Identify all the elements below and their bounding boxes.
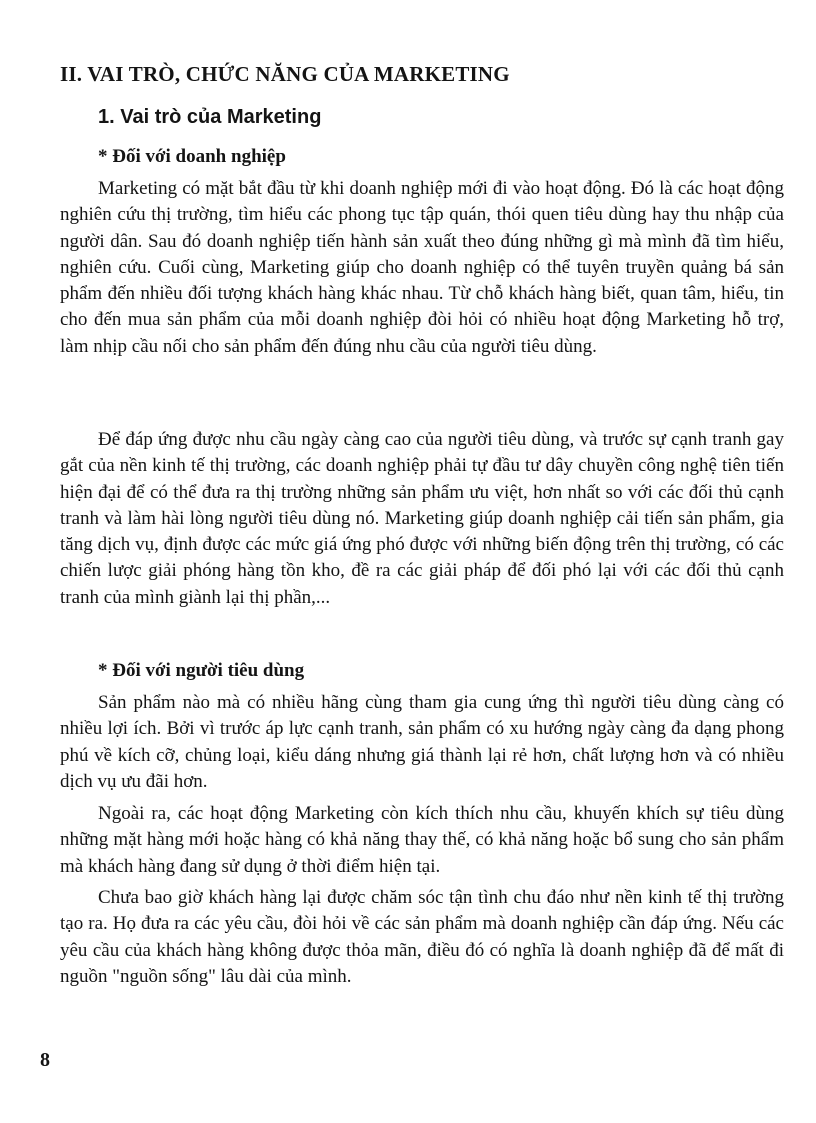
- paragraph-consumer-1: Sản phẩm nào mà có nhiều hãng cùng tham gia cung ứng thì người tiêu dùng càng có nhiều lợi ích. Bởi vì trước áp lực cạnh tranh, sản phẩm có xu hướng ngày càng đa dạng phong phú về kích cỡ, chủng loại, kiểu dáng nhưng giá thành lại rẻ hơn, chất lượng hơn và có nhiều dịch vụ ưu đãi hơn.: [60, 692, 784, 792]
- subsection-title-enterprise: * Đối với doanh nghiệp: [98, 146, 286, 167]
- subsection-title-consumer: * Đối với người tiêu dùng: [98, 660, 305, 681]
- paragraph-consumer-3: Chưa bao giờ khách hàng lại được chăm sóc tận tình chu đáo như nền kinh tế thị trường tạo ra. Họ đưa ra các yêu cầu, đòi hỏi về các sản phẩm mà doanh nghiệp cần đáp ứng. Nếu các yêu cầu của khách hàng không được thỏa mãn, điều đó có nghĩa là doanh nghiệp đã để mất đi nguồn "nguồn sống" lâu dài của mình.: [60, 887, 784, 987]
- paragraph-consumer-2: Ngoài ra, các hoạt động Marketing còn kích thích nhu cầu, khuyến khích sự tiêu dùng những mặt hàng mới hoặc hàng có khả năng thay thế, có khả năng hoặc bổ sung cho sản phẩm mà khách hàng đang sử dụng ở thời điểm hiện tại.: [60, 803, 784, 877]
- paragraph-enterprise-2: Để đáp ứng được nhu cầu ngày càng cao của người tiêu dùng, và trước sự cạnh tranh gay gắt của nền kinh tế thị trường, các doanh nghiệp phải tự đầu tư dây chuyền công nghệ tiên tiến hiện đại để có thể đưa ra thị trường những sản phẩm ưu việt, hơn nhất so với các đối thủ cạnh tranh và làm hài lòng người tiêu dùng nó. Marketing giúp doanh nghiệp cải tiến sản phẩm, gia tăng dịch vụ, định được các mức giá ứng phó được với những biến động trên thị trường, có các chiến lược giải phóng hàng tồn kho, đề ra các giải pháp để đối phó lại với các đối thủ cạnh tranh của mình giành lại thị phần,...: [60, 429, 784, 608]
- chapter-heading: II. VAI TRÒ, CHỨC NĂNG CỦA MARKETING: [60, 62, 510, 86]
- section-title: 1. Vai trò của Marketing: [98, 106, 322, 128]
- page-number: 8: [40, 1049, 50, 1071]
- paragraph-enterprise-1: Marketing có mặt bắt đầu từ khi doanh nghiệp mới đi vào hoạt động. Đó là các hoạt động nghiên cứu thị trường, tìm hiểu các phong tục tập quán, thói quen tiêu dùng hay thu nhập của người dân. Sau đó doanh nghiệp tiến hành sản xuất theo đúng những gì mà mình đã tìm hiểu, nghiên cứu. Cuối cùng, Marketing giúp cho doanh nghiệp có thể tuyên truyền quảng bá sản phẩm đến nhiều đối tượng khách hàng khác nhau. Từ chỗ khách hàng biết, quan tâm, hiểu, tin cho đến mua sản phẩm của mỗi doanh nghiệp đòi hỏi có nhiều hoạt động Marketing hỗ trợ, làm nhịp cầu nối cho sản phẩm đến đúng nhu cầu của người tiêu dùng.: [60, 178, 784, 357]
